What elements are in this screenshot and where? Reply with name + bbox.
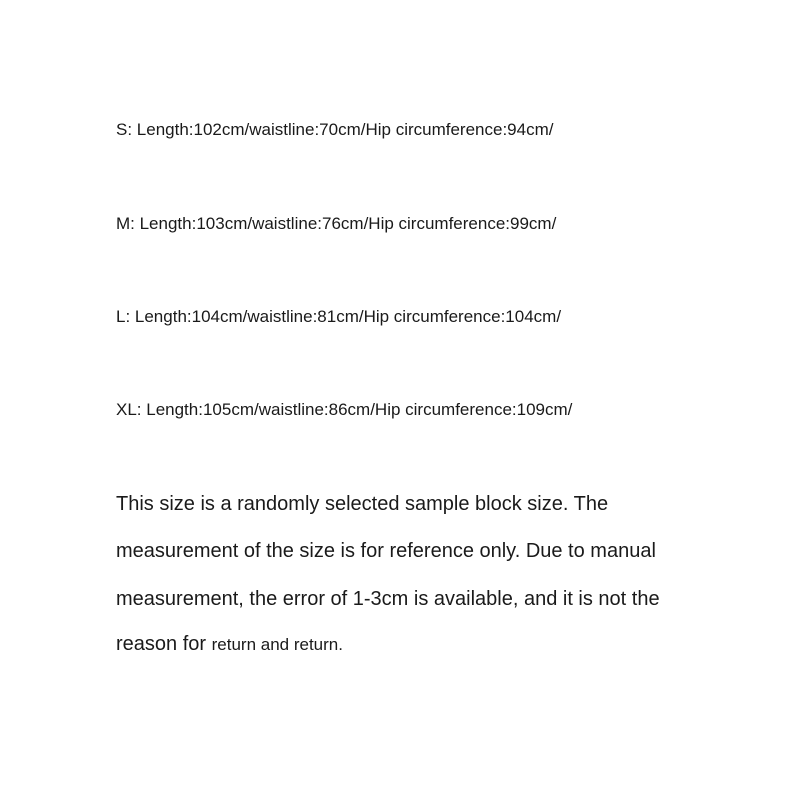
disclaimer-line: measurement, the error of 1-3cm is available, and it is not the (116, 588, 660, 610)
size-s-measurements: S: Length:102cm/waistline:70cm/Hip circumference:94cm/ (116, 120, 554, 139)
size-l-measurements: L: Length:104cm/waistline:81cm/Hip circumference:104cm/ (116, 307, 562, 326)
disclaimer-text-tail: return and return. (211, 635, 343, 654)
size-xl-measurements: XL: Length:105cm/waistline:86cm/Hip circumference:109cm/ (116, 400, 573, 419)
disclaimer-text: reason for (116, 633, 212, 655)
disclaimer-line: This size is a randomly selected sample block size. The (116, 493, 609, 515)
disclaimer-line (116, 631, 343, 658)
disclaimer-line: measurement of the size is for reference only. Due to manual (116, 540, 656, 562)
size-m-measurements: M: Length:103cm/waistline:76cm/Hip circumference:99cm/ (116, 214, 557, 233)
